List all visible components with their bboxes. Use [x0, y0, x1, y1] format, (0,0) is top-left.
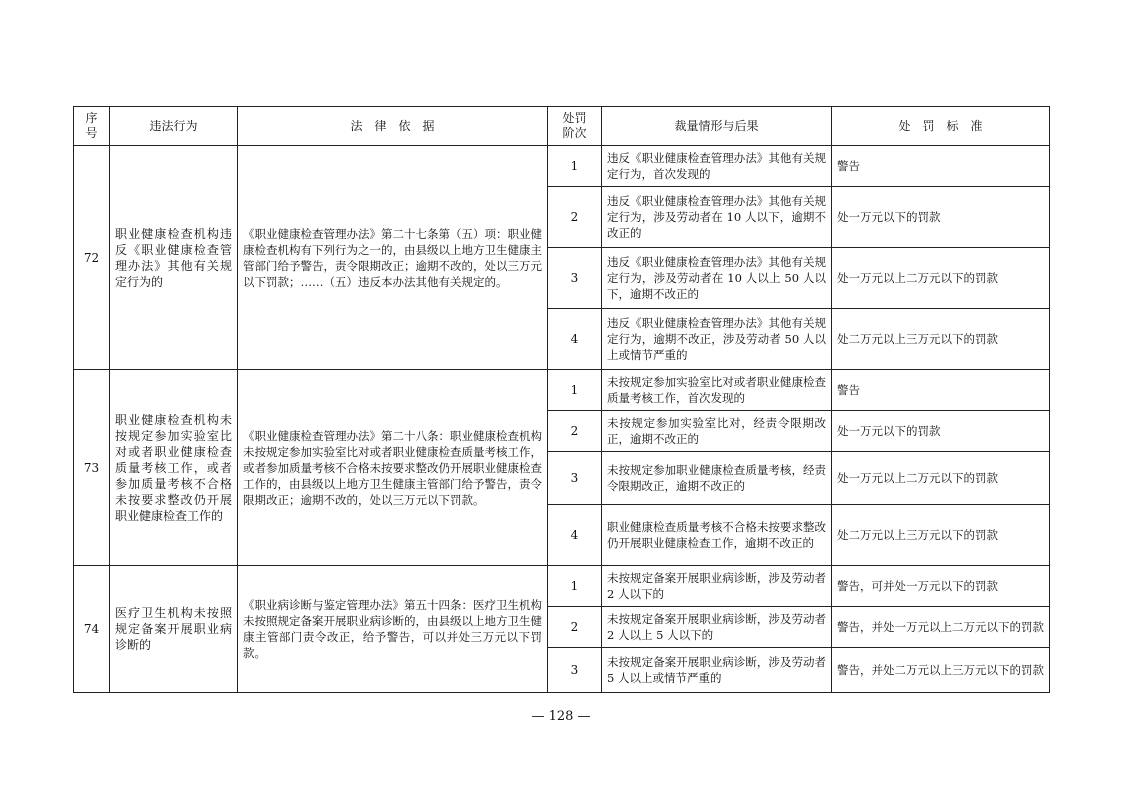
penalty-text: 处二万元以上三万元以下的罚款	[832, 505, 1050, 566]
penalty-text: 处二万元以上三万元以下的罚款	[832, 309, 1050, 370]
circumstance-text: 未按规定备案开展职业病诊断，涉及劳动者 5 人以上或情节严重的	[602, 648, 832, 693]
circumstance-text: 未按规定备案开展职业病诊断，涉及劳动者 2 人以上 5 人以下的	[602, 607, 832, 648]
legal-basis-text: 《职业健康检查管理办法》第二十八条：职业健康检查机构未按规定参加实验室比对或者职业健康检查质量考核工作，或者参加质量考核不合格未按要求整改仍开展职业健康检查工作的，由县级以上地方卫生健康主管部门给予警告，责令限期改正；逾期不改的，处以三万元以下罚款。	[238, 370, 548, 566]
violation-text: 医疗卫生机构未按照规定备案开展职业病诊断的	[110, 566, 238, 693]
circumstance-text: 未按规定参加职业健康检查质量考核，经责令限期改正，逾期不改正的	[602, 452, 832, 505]
circumstance-text: 未按规定备案开展职业病诊断，涉及劳动者 2 人以下的	[602, 566, 832, 607]
circumstance-text: 违反《职业健康检查管理办法》其他有关规定行为，首次发现的	[602, 146, 832, 187]
page-number: — 128 —	[531, 709, 591, 724]
penalty-table	[73, 106, 1050, 693]
penalty-stage: 3	[548, 452, 602, 505]
penalty-text: 警告，可并处一万元以下的罚款	[832, 566, 1050, 607]
table-row	[74, 370, 1050, 411]
penalty-text: 处一万元以上二万元以下的罚款	[832, 452, 1050, 505]
legal-basis-text: 《职业健康检查管理办法》第二十七条第（五）项：职业健康检查机构有下列行为之一的，由县级以上地方卫生健康主管部门给予警告，责令限期改正；逾期不改的，处以三万元以下罚款；……（五）违反本办法其他有关规定的。	[238, 146, 548, 370]
header-penalty-standard: 处 罚 标 准	[832, 107, 1050, 146]
violation-text: 职业健康检查机构未按规定参加实验室比对或者职业健康检查质量考核工作，或者参加质量考核不合格未按要求整改仍开展职业健康检查工作的	[110, 370, 238, 566]
penalty-text: 警告	[832, 370, 1050, 411]
penalty-text: 警告，并处一万元以上二万元以下的罚款	[832, 607, 1050, 648]
table-row	[74, 566, 1050, 607]
item-number: 72	[74, 146, 110, 370]
penalty-text: 警告，并处二万元以上三万元以下的罚款	[832, 648, 1050, 693]
circumstance-text: 职业健康检查质量考核不合格未按要求整改仍开展职业健康检查工作，逾期不改正的	[602, 505, 832, 566]
penalty-stage: 1	[548, 370, 602, 411]
penalty-text: 处一万元以下的罚款	[832, 411, 1050, 452]
circumstance-text: 违反《职业健康检查管理办法》其他有关规定行为，涉及劳动者在 10 人以上 50 人以下，逾期不改正的	[602, 248, 832, 309]
penalty-stage: 4	[548, 309, 602, 370]
header-seq: 序 号	[74, 107, 110, 146]
penalty-stage: 4	[548, 505, 602, 566]
penalty-text: 警告	[832, 146, 1050, 187]
circumstance-text: 违反《职业健康检查管理办法》其他有关规定行为，逾期不改正，涉及劳动者 50 人以上或情节严重的	[602, 309, 832, 370]
table-row	[74, 146, 1050, 187]
table-header-row	[74, 107, 1050, 146]
penalty-stage: 2	[548, 411, 602, 452]
circumstance-text: 违反《职业健康检查管理办法》其他有关规定行为，涉及劳动者在 10 人以下，逾期不改正的	[602, 187, 832, 248]
penalty-stage: 2	[548, 607, 602, 648]
circumstance-text: 未按规定参加实验室比对或者职业健康检查质量考核工作，首次发现的	[602, 370, 832, 411]
penalty-stage: 2	[548, 187, 602, 248]
penalty-text: 处一万元以下的罚款	[832, 187, 1050, 248]
header-circumstances: 裁量情形与后果	[602, 107, 832, 146]
penalty-text: 处一万元以上二万元以下的罚款	[832, 248, 1050, 309]
penalty-stage: 3	[548, 648, 602, 693]
violation-text: 职业健康检查机构违反《职业健康检查管理办法》其他有关规定行为的	[110, 146, 238, 370]
item-number: 73	[74, 370, 110, 566]
header-legal-basis: 法 律 依 据	[238, 107, 548, 146]
header-violation: 违法行为	[110, 107, 238, 146]
legal-basis-text: 《职业病诊断与鉴定管理办法》第五十四条：医疗卫生机构未按照规定备案开展职业病诊断的，由县级以上地方卫生健康主管部门责令改正，给予警告，可以并处三万元以下罚款。	[238, 566, 548, 693]
header-penalty-stage: 处罚 阶次	[548, 107, 602, 146]
penalty-stage: 3	[548, 248, 602, 309]
penalty-stage: 1	[548, 146, 602, 187]
item-number: 74	[74, 566, 110, 693]
penalty-stage: 1	[548, 566, 602, 607]
circumstance-text: 未按规定参加实验室比对，经责令限期改正，逾期不改正的	[602, 411, 832, 452]
